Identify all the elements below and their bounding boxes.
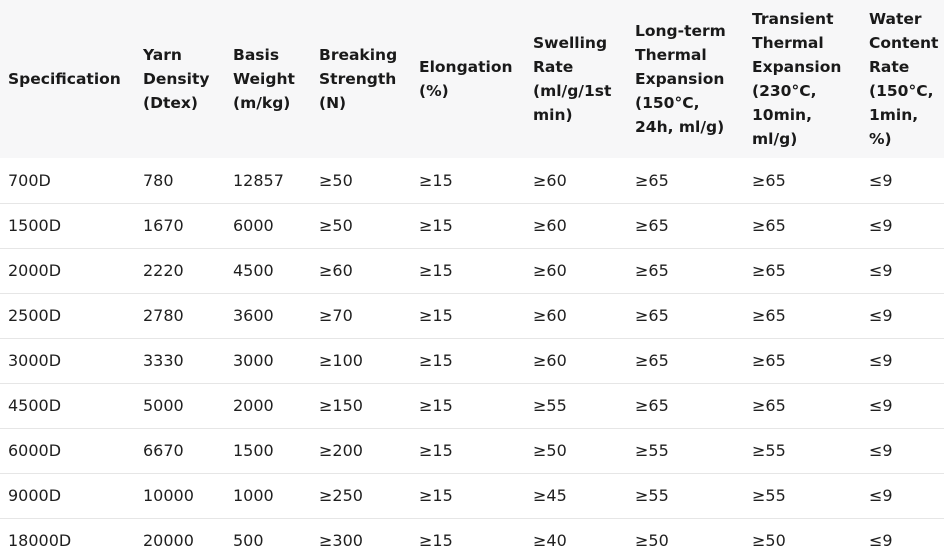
table-cell: ≥65 — [635, 261, 669, 280]
table-cell: ≥65 — [752, 170, 786, 190]
table-cell: ≤9 — [869, 306, 893, 325]
table-cell: ≥15 — [419, 216, 453, 235]
table-header — [0, 0, 944, 158]
table-body — [0, 158, 944, 560]
table-cell: ≥100 — [319, 351, 363, 370]
table-cell: ≥15 — [419, 261, 453, 280]
table-cell: ≥65 — [635, 396, 669, 415]
table-cell: ≤9 — [869, 486, 893, 505]
table-row — [0, 293, 944, 338]
table-row — [0, 518, 944, 560]
column-header: Long-term Thermal Expansion (150°C, 24h, ml/g) — [635, 22, 726, 136]
table-cell: ≥65 — [752, 216, 786, 235]
table-cell: ≥60 — [533, 351, 567, 370]
table-cell: 18000D — [8, 531, 72, 551]
table-cell: 6670 — [143, 441, 184, 460]
table-cell: 12857 — [233, 170, 284, 190]
table-cell: ≥55 — [752, 441, 786, 460]
table-cell: 500 — [233, 531, 264, 551]
table-cell: ≥45 — [533, 486, 567, 505]
table-cell: 2000 — [233, 396, 274, 415]
column-header: Elongation (%) — [419, 58, 513, 100]
table-cell: ≥200 — [319, 441, 363, 460]
table-row — [0, 158, 944, 203]
table-cell: ≥60 — [533, 170, 567, 190]
column-header: Yarn Density (Dtex) — [143, 46, 210, 112]
table-cell: ≥15 — [419, 351, 453, 370]
table-cell: 1670 — [143, 216, 184, 235]
table-cell: 1000 — [233, 486, 274, 505]
column-header: Swelling Rate (ml/g/1st min) — [533, 34, 612, 124]
table-cell: ≥55 — [533, 396, 567, 415]
table-cell: 5000 — [143, 396, 184, 415]
column-header: Specification — [8, 70, 121, 88]
header-row — [0, 0, 944, 158]
table-cell: ≥15 — [419, 441, 453, 460]
column-header: Transient Thermal Expansion (230°C, 10min, ml/g) — [752, 10, 842, 148]
table-cell: ≥250 — [319, 486, 363, 505]
table-cell: ≤9 — [869, 351, 893, 370]
table-cell: 3600 — [233, 306, 274, 325]
table-cell: 9000D — [8, 486, 62, 505]
table-cell: ≥65 — [752, 351, 786, 370]
table-cell: ≥60 — [533, 216, 567, 235]
table-row — [0, 428, 944, 473]
table-cell: ≥40 — [533, 531, 567, 551]
table-cell: ≥50 — [319, 216, 353, 235]
table-cell: ≥65 — [635, 170, 669, 190]
table-cell: ≥60 — [533, 261, 567, 280]
table-cell: ≥15 — [419, 531, 453, 551]
table-cell: 6000 — [233, 216, 274, 235]
column-header: Water Content Rate (150°C, 1min, %) — [869, 10, 939, 148]
table-cell: 1500 — [233, 441, 274, 460]
table-cell: ≥70 — [319, 306, 353, 325]
table-row — [0, 203, 944, 248]
table-cell: ≥50 — [752, 531, 786, 551]
table-cell: ≤9 — [869, 216, 893, 235]
table-cell: ≥65 — [635, 351, 669, 370]
table-cell: 20000 — [143, 531, 194, 551]
table-cell: ≤9 — [869, 170, 893, 190]
table-cell: ≤9 — [869, 396, 893, 415]
column-header: Breaking Strength (N) — [319, 46, 398, 112]
table-cell: ≥50 — [635, 531, 669, 551]
table-cell: ≤9 — [869, 441, 893, 460]
table-cell: ≥55 — [635, 486, 669, 505]
table-cell: ≥150 — [319, 396, 363, 415]
table-cell: ≥50 — [533, 441, 567, 460]
table-cell: 3000 — [233, 351, 274, 370]
table-cell: ≥15 — [419, 306, 453, 325]
table-cell: ≥65 — [752, 396, 786, 415]
table-cell: ≥55 — [752, 486, 786, 505]
table-cell: ≥65 — [752, 306, 786, 325]
table-cell: ≥15 — [419, 170, 453, 190]
table-cell: ≤9 — [869, 261, 893, 280]
table-cell: 2780 — [143, 306, 184, 325]
table-row — [0, 383, 944, 428]
table-cell: ≥65 — [752, 261, 786, 280]
table-cell: ≥55 — [635, 441, 669, 460]
table-cell: ≥300 — [319, 531, 363, 551]
table-cell: ≥60 — [319, 261, 353, 280]
table-cell: 4500 — [233, 261, 274, 280]
table-cell: ≥15 — [419, 396, 453, 415]
table-cell: 3000D — [8, 351, 62, 370]
table-cell: ≥50 — [319, 170, 353, 190]
table-cell: 4500D — [8, 396, 62, 415]
table-cell: 2220 — [143, 261, 184, 280]
table-cell: 2000D — [8, 261, 62, 280]
table-cell: ≥15 — [419, 486, 453, 505]
table-cell: ≥65 — [635, 306, 669, 325]
table-cell: 700D — [8, 170, 51, 190]
column-header: Basis Weight (m/kg) — [233, 46, 295, 112]
table-cell: ≥60 — [533, 306, 567, 325]
table-cell: 1500D — [8, 216, 62, 235]
table-row — [0, 473, 944, 518]
table-cell: ≥65 — [635, 216, 669, 235]
table-cell: ≤9 — [869, 531, 893, 551]
table-row — [0, 338, 944, 383]
table-cell: 6000D — [8, 441, 62, 460]
table-cell: 3330 — [143, 351, 184, 370]
table-cell: 2500D — [8, 306, 62, 325]
table-cell: 780 — [143, 170, 174, 190]
table-row — [0, 248, 944, 293]
table-cell: 10000 — [143, 486, 194, 505]
